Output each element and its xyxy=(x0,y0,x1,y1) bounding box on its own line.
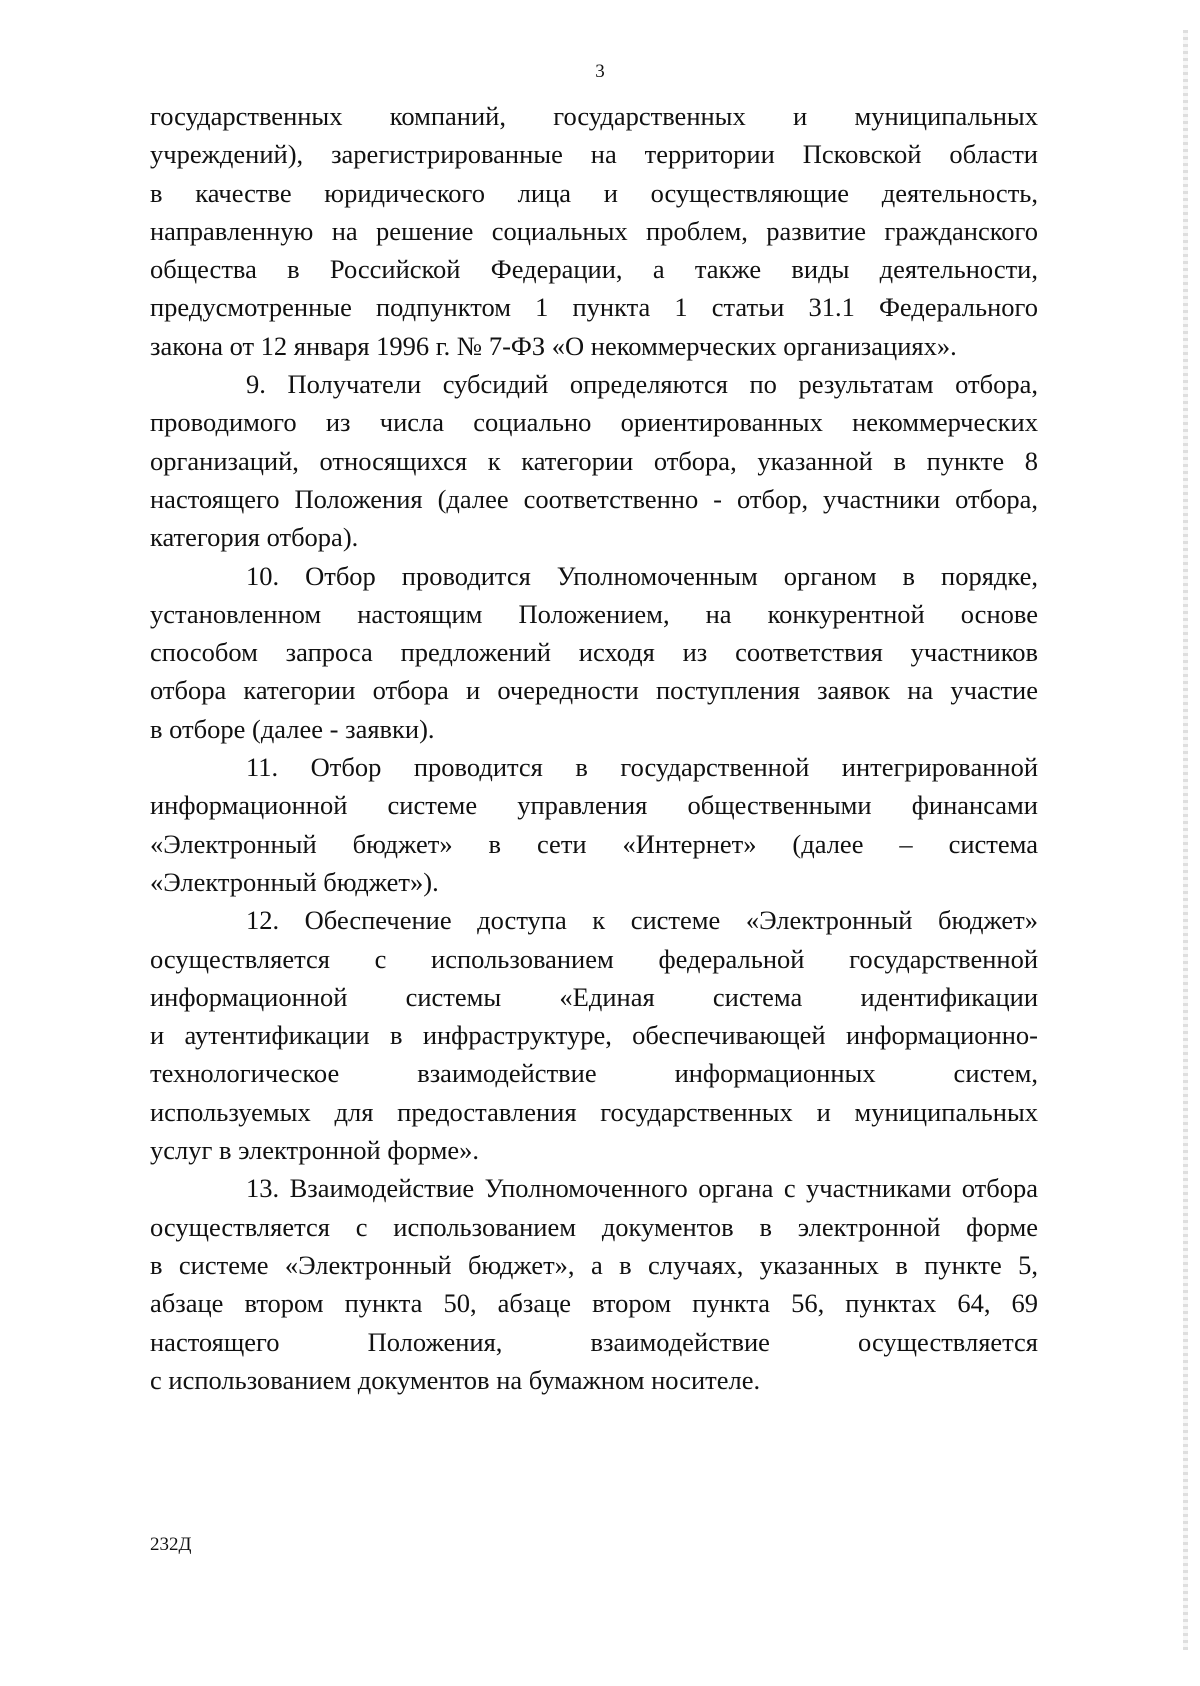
document-code: 232Д xyxy=(150,1534,192,1555)
text-line: 12. Обеспечение доступа к системе «Электронный бюджет» xyxy=(246,905,1038,936)
text-line: организаций, относящихся к категории отбора, указанной в пункте 8 xyxy=(150,445,1038,476)
text-line: информационной системы «Единая система идентификации xyxy=(150,981,1038,1012)
text-line: технологическое взаимодействие информационных систем, xyxy=(150,1058,1038,1089)
text-line: и аутентификации в инфраструктуре, обеспечивающей информационно- xyxy=(150,1020,1038,1051)
document-body xyxy=(150,97,1038,1399)
paragraph-item-10 xyxy=(150,557,1038,748)
text-line: 9. Получатели субсидий определяются по результатам отбора, xyxy=(246,369,1038,400)
paragraph-item-13 xyxy=(150,1169,1038,1399)
text-line: с использованием документов на бумажном носителе. xyxy=(150,1364,761,1395)
text-line: способом запроса предложений исходя из соответствия участников xyxy=(150,637,1038,668)
text-line: категория отбора). xyxy=(150,522,359,553)
text-line: информационной системе управления общественными финансами xyxy=(150,790,1038,821)
paragraph-item-11 xyxy=(150,748,1038,901)
text-line: настоящего Положения, взаимодействие осуществляется xyxy=(150,1326,1038,1357)
text-line: отбора категории отбора и очередности поступления заявок на участие xyxy=(150,675,1038,706)
text-line: используемых для предоставления государственных и муниципальных xyxy=(150,1096,1038,1127)
text-line: установленном настоящим Положением, на конкурентной основе xyxy=(150,598,1038,629)
text-line: в отборе (далее - заявки). xyxy=(150,713,435,744)
paragraph-item-12 xyxy=(150,901,1038,1169)
text-line: предусмотренные подпунктом 1 пункта 1 статьи 31.1 Федерального xyxy=(150,292,1038,323)
text-line: абзаце втором пункта 50, абзаце втором пункта 56, пунктах 64, 69 xyxy=(150,1288,1038,1319)
text-line: «Электронный бюджет»). xyxy=(150,866,439,897)
text-line: проводимого из числа социально ориентированных некоммерческих xyxy=(150,407,1038,438)
text-line: направленную на решение социальных проблем, развитие гражданского xyxy=(150,215,1038,246)
text-line: в качестве юридического лица и осуществляющие деятельность, xyxy=(150,177,1038,208)
text-line: 10. Отбор проводится Уполномоченным органом в порядке, xyxy=(246,560,1038,591)
text-line: 13. Взаимодействие Уполномоченного органа с участниками отбора xyxy=(246,1173,1038,1204)
page-number: 3 xyxy=(595,61,605,82)
text-line: закона от 12 января 1996 г. № 7-ФЗ «О некоммерческих организациях». xyxy=(150,330,957,361)
text-line: в системе «Электронный бюджет», а в случаях, указанных в пункте 5, xyxy=(150,1249,1038,1280)
text-line: государственных компаний, государственных и муниципальных xyxy=(150,101,1038,131)
text-line: «Электронный бюджет» в сети «Интернет» (далее – система xyxy=(150,828,1038,859)
paragraph-continuation xyxy=(150,97,1038,365)
text-line: услуг в электронной форме». xyxy=(150,1135,480,1166)
text-line: учреждений), зарегистрированные на территории Псковской области xyxy=(150,139,1038,170)
text-line: осуществляется с использованием федеральной государственной xyxy=(150,943,1038,974)
scan-edge-artifact xyxy=(1183,30,1188,1650)
text-line: настоящего Положения (далее соответственно - отбор, участники отбора, xyxy=(150,483,1038,514)
text-line: осуществляется с использованием документов в электронной форме xyxy=(150,1211,1038,1242)
text-line: 11. Отбор проводится в государственной интегрированной xyxy=(246,752,1038,783)
text-line: общества в Российской Федерации, а также виды деятельности, xyxy=(150,254,1038,285)
paragraph-item-9 xyxy=(150,365,1038,556)
